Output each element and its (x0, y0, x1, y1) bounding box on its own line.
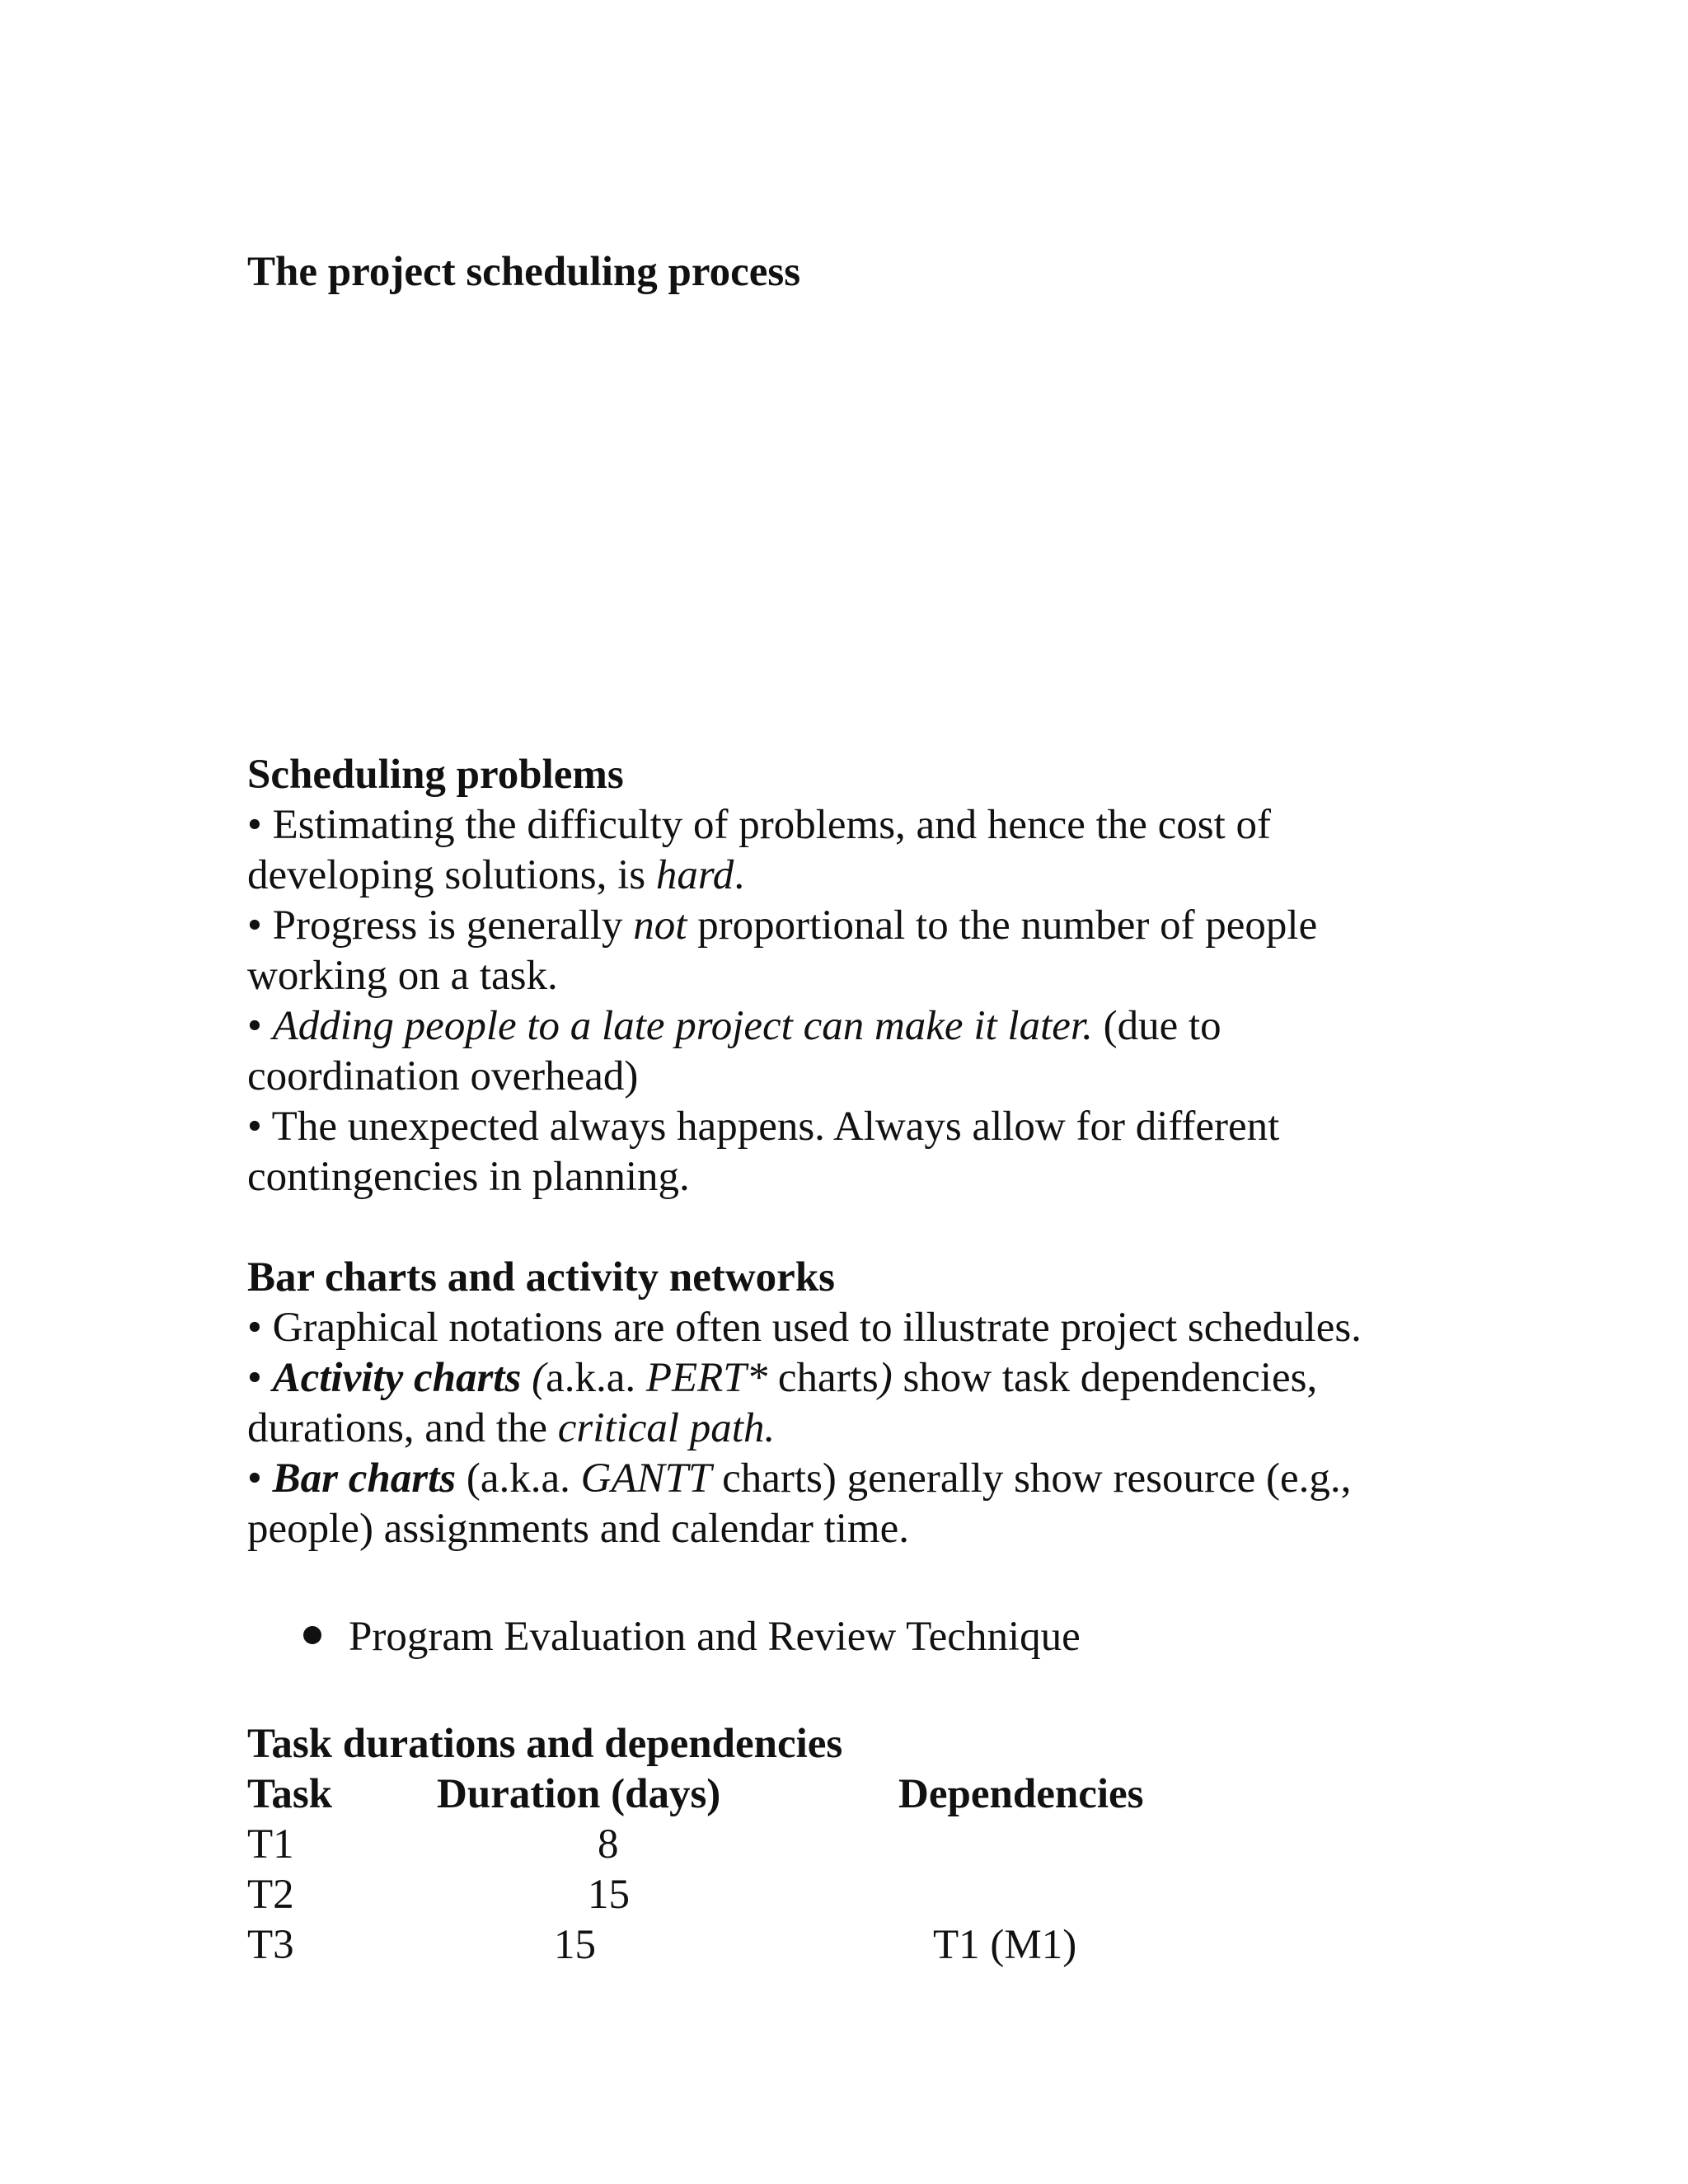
scheduling-problems-section (247, 750, 1533, 1202)
table-header-row (247, 1769, 1484, 1820)
text-run: proportional to the number of people (687, 902, 1318, 949)
text-run: developing solutions, is (247, 852, 656, 898)
duration-cell: 15 (588, 1872, 630, 1918)
bullet-dot-icon (303, 1626, 321, 1644)
table-row (247, 1870, 1484, 1920)
text-run: show task dependencies, (892, 1355, 1318, 1401)
text-run: • Progress is generally (247, 902, 634, 949)
text-run: • (247, 1355, 273, 1401)
footnote-text: Program Evaluation and Review Technique (349, 1614, 1081, 1660)
bar-charts-heading: Bar charts and activity networks (247, 1254, 836, 1301)
emphasis-critical-path: critical path. (557, 1405, 776, 1451)
text-run: . (734, 852, 745, 898)
bullet-unexpected-line1: • The unexpected always happens. Always allow for different (247, 1104, 1280, 1150)
column-header-task: Task (247, 1771, 333, 1817)
text-run: (due to (1092, 1003, 1221, 1049)
text-run: durations, and the (247, 1405, 558, 1451)
bullet-progress-line2: working on a task. (247, 953, 558, 999)
table-row (247, 1820, 1484, 1870)
bullet-estimating-line2 (247, 851, 1533, 901)
bullet-activity-line1 (247, 1353, 1533, 1404)
emphasis-bar-charts: Bar charts (272, 1455, 457, 1502)
text-run: a.k.a. (546, 1355, 646, 1401)
scheduling-problems-heading: Scheduling problems (247, 752, 624, 798)
bullet-adding-line1 (247, 1001, 1533, 1052)
bullet-activity-line2 (247, 1404, 1533, 1454)
text-run: (a.k.a. (456, 1455, 581, 1502)
page-title: The project scheduling process (247, 249, 801, 295)
task-table (247, 1719, 1484, 1971)
bullet-graphical: • Graphical notations are often used to illustrate project schedules. (247, 1305, 1362, 1351)
bullet-adding-line2: coordination overhead) (247, 1053, 639, 1099)
column-header-duration: Duration (days) (437, 1771, 721, 1817)
text-run: charts) generally show resource (e.g., (711, 1455, 1352, 1502)
table-row (247, 1920, 1484, 1971)
bullet-progress-line1 (247, 901, 1533, 951)
text-run: • (247, 1003, 273, 1049)
column-header-dependencies: Dependencies (898, 1771, 1144, 1817)
task-cell: T1 (247, 1821, 294, 1868)
bullet-bar-line1 (247, 1454, 1533, 1504)
emphasis-hard: hard (655, 852, 734, 898)
text-run: ( (521, 1355, 546, 1401)
text-run: • (247, 1455, 273, 1502)
bullet-unexpected-line2: contingencies in planning. (247, 1154, 690, 1200)
duration-cell: 8 (598, 1821, 619, 1868)
emphasis-activity-charts: Activity charts (272, 1355, 522, 1401)
text-run: ) (878, 1355, 893, 1401)
text-run: charts (767, 1355, 879, 1401)
footnote-item (303, 1612, 1081, 1662)
task-cell: T3 (247, 1922, 294, 1968)
dependencies-cell: T1 (M1) (933, 1922, 1077, 1968)
emphasis-adding-people: Adding people to a late project can make it later. (272, 1003, 1093, 1049)
bullet-bar-line2: people) assignments and calendar time. (247, 1506, 909, 1552)
bar-charts-section (247, 1253, 1533, 1554)
task-table-heading: Task durations and dependencies (247, 1721, 843, 1767)
bullet-estimating-line1: • Estimating the difficulty of problems, and hence the cost of (247, 802, 1272, 848)
emphasis-pert: PERT* (645, 1355, 768, 1401)
table-title-row (247, 1719, 1484, 1769)
task-cell: T2 (247, 1872, 294, 1918)
emphasis-not: not (633, 902, 687, 949)
duration-cell: 15 (554, 1922, 596, 1968)
emphasis-gantt: GANTT (580, 1455, 712, 1502)
